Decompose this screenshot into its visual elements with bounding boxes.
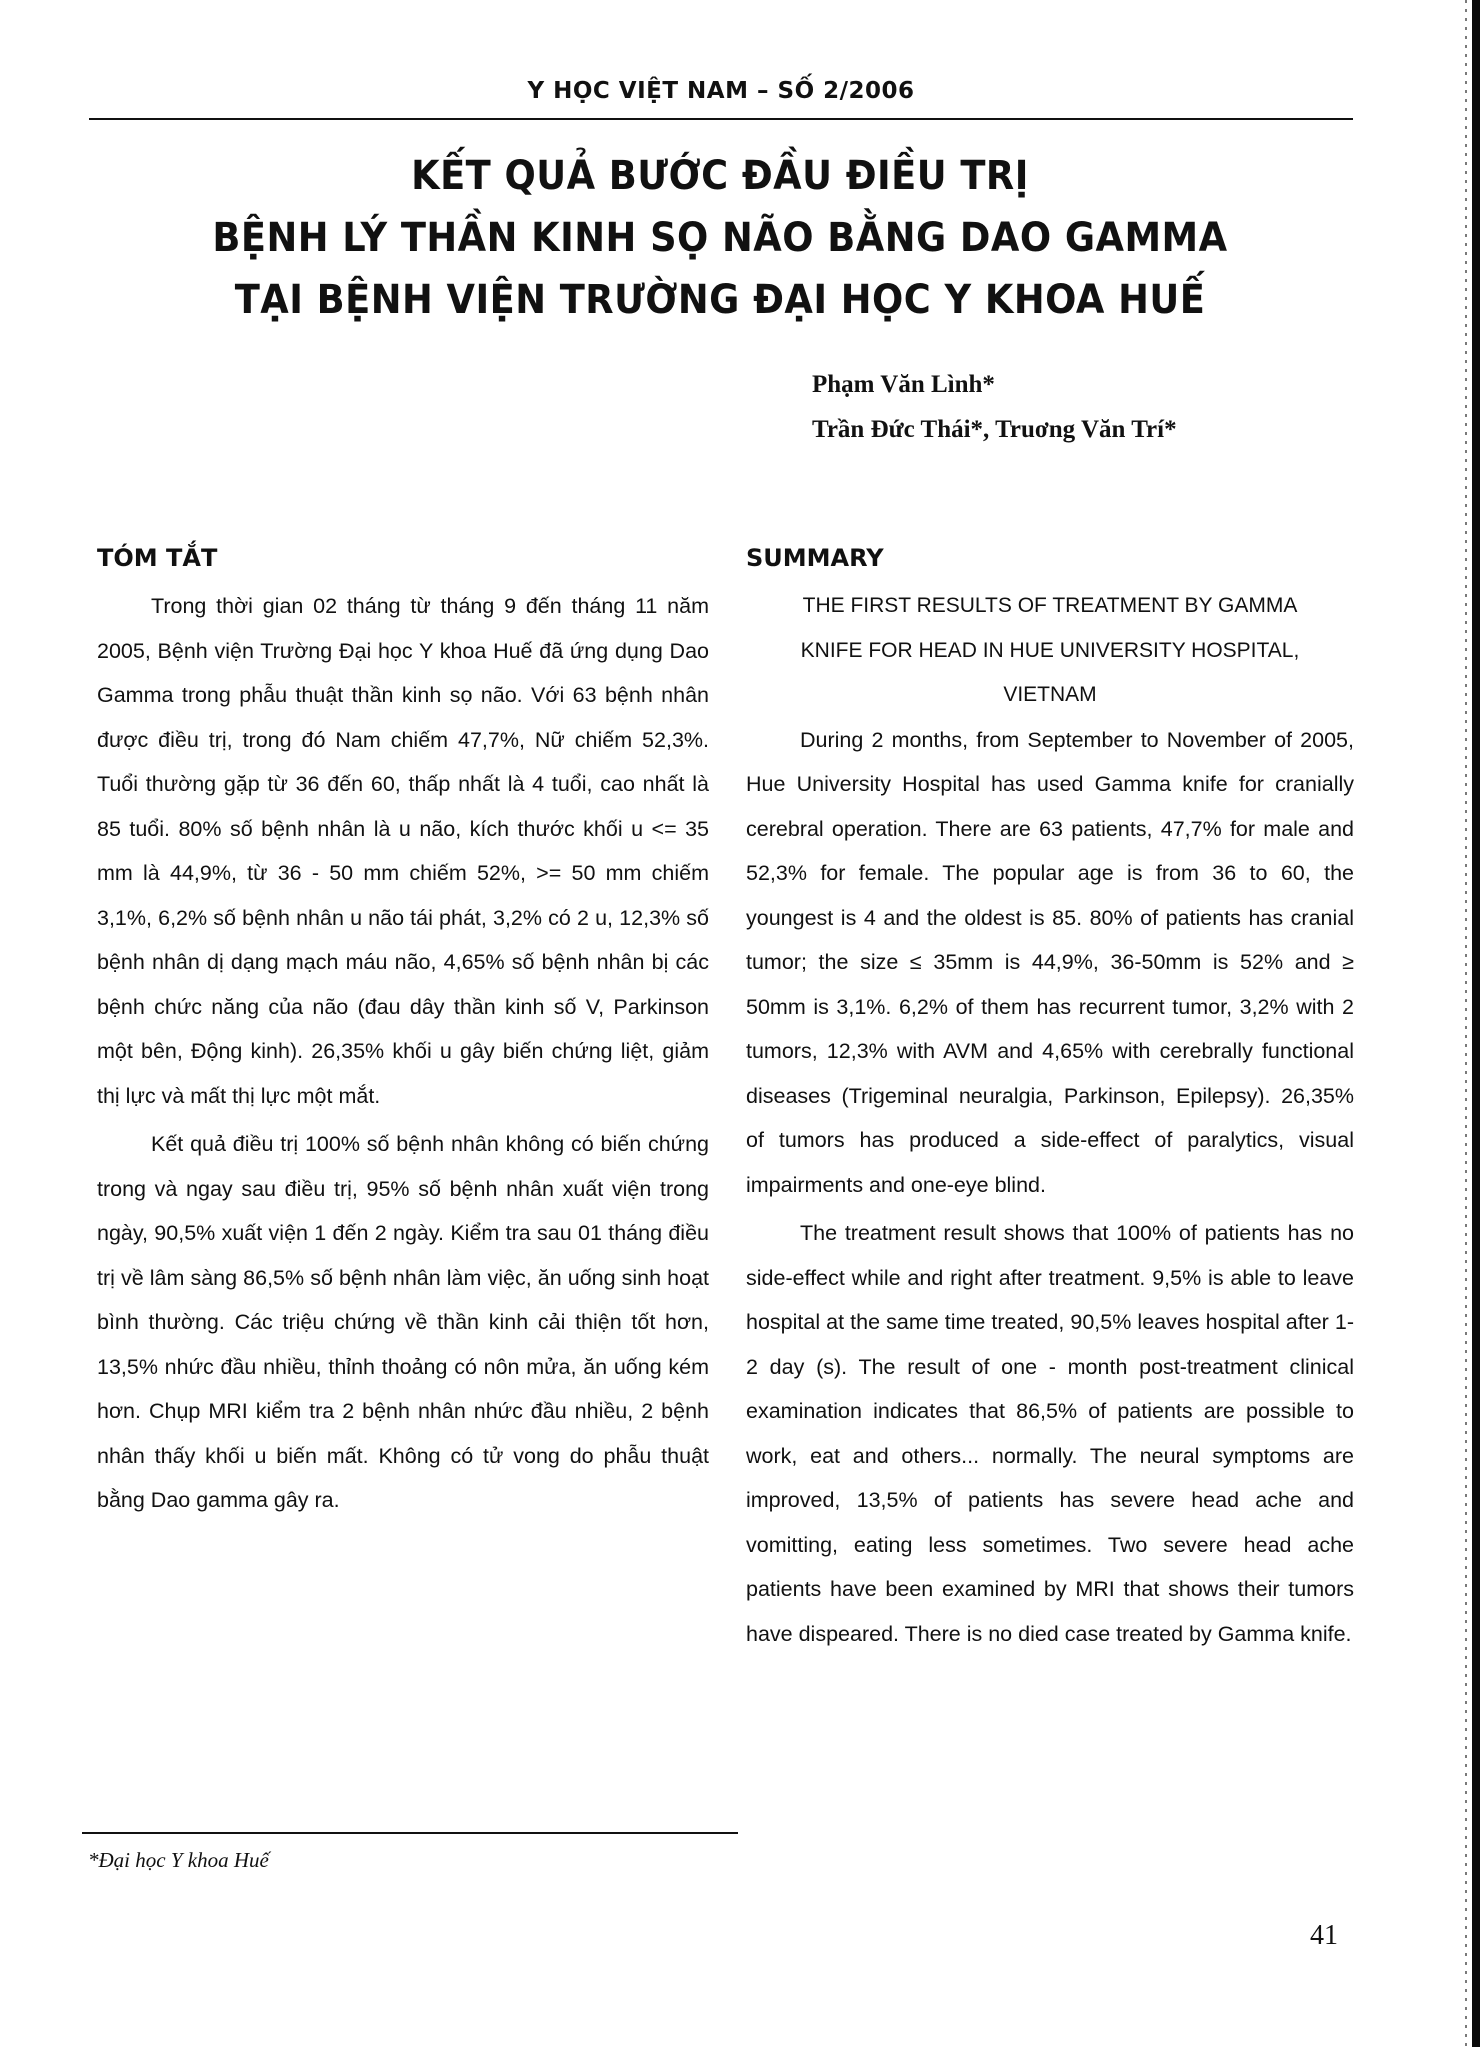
title-line: KẾT QUẢ BƯỚC ĐẦU ĐIỀU TRỊ — [411, 153, 1029, 199]
title-line: BỆNH LÝ THẦN KINH SỌ NÃO BẰNG DAO GAMMA — [212, 215, 1228, 261]
scan-edge-artifact — [1465, 0, 1467, 2047]
scan-edge-border — [1472, 0, 1480, 2047]
abstract-paragraph: Trong thời gian 02 tháng từ tháng 9 đến tháng 11 năm 2005, Bệnh viện Trường Đại học Y khoa Huế đã ứng dụng Dao Gamma trong phẫu thuật thần kinh sọ não. Với 63 bệnh nhân được điều trị, trong đó Nam chiếm 47,7%, Nữ chiếm 52,3%. Tuổi thường gặp từ 36 đến 60, thấp nhất là 4 tuổi, cao nhất là 85 tuổi. 80% số bệnh nhân là u não, kích thước khối u <= 35 mm là 44,9%, từ 36 - 50 mm chiếm 52%, >= 50 mm chiếm 3,1%, 6,2% số bệnh nhân u não tái phát, 3,2% có 2 u, 12,3% số bệnh nhân dị dạng mạch máu não, 4,65% số bệnh nhân bị các bệnh chức năng của não (đau dây thần kinh số V, Parkinson một bên, Động kinh). 26,35% khối u gây biến chứng liệt, giảm thị lực và mất thị lực một mắt. — [97, 594, 709, 1108]
article-title — [150, 145, 1290, 331]
section-heading-tom-tat: TÓM TẮT — [97, 544, 218, 572]
author-line: Trần Đức Thái*, Truơng Văn Trí* — [812, 416, 1177, 443]
section-heading-summary: SUMMARY — [746, 544, 884, 572]
summary-subtitle-line: VIETNAM — [1003, 683, 1097, 706]
vietnamese-abstract-column — [97, 540, 709, 1527]
summary-paragraph: During 2 months, from September to November of 2005, Hue University Hospital has used Gamma knife for cranially cerebral operation. There are 63 patients, 47,7% for male and 52,3% for female. The popular age is from 36 to 60, the youngest is 4 and the oldest is 85. 80% of patients has cranial tumor; the size ≤ 35mm is 44,9%, 36-50mm is 52% and ≥ 50mm is 3,1%. 6,2% of them has recurrent tumor, 3,2% with 2 tumors, 12,3% with AVM and 4,65% with cerebrally functional diseases (Trigeminal neuralgia, Parkinson, Epilepsy). 26,35% of tumors has produced a side-effect of paralytics, visual impairments and one-eye blind. — [746, 727, 1354, 1197]
abstract-paragraph: Kết quả điều trị 100% số bệnh nhân không có biến chứng trong và ngay sau điều trị, 95% số bệnh nhân xuất viện trong ngày, 90,5% xuất viện 1 đến 2 ngày. Kiểm tra sau 01 tháng điều trị về lâm sàng 86,5% số bệnh nhân làm việc, ăn uống sinh hoạt bình thường. Các triệu chứng về thần kinh cải thiện tốt hơn, 13,5% nhức đầu nhiều, thỉnh thoảng có nôn mửa, ăn uống kém hơn. Chụp MRI kiểm tra 2 bệnh nhân nhức đầu nhiều, 2 bệnh nhân thấy khối u biến mất. Không có tử vong do phẫu thuật bằng Dao gamma gây ra. — [97, 1132, 709, 1512]
summary-subtitle-line: THE FIRST RESULTS OF TREATMENT BY GAMMA — [802, 594, 1298, 617]
title-line: TẠI BỆNH VIỆN TRƯỜNG ĐẠI HỌC Y KHOA HUẾ — [234, 277, 1206, 323]
summary-paragraph: The treatment result shows that 100% of patients has no side-effect while and right after treatment. 9,5% is able to leave hospital at the same time treated, 90,5% leaves hospital after 1-2 day (s). The result of one - month post-treatment clinical examination indicates that 86,5% of patients are possible to work, eat and others... normally. The neural symptoms are improved, 13,5% of patients has severe head ache and vomitting, eating less sometimes. Two severe head ache patients have been examined by MRI that shows their tumors have dispeared. There is no died case treated by Gamma knife. — [746, 1221, 1354, 1646]
author-line: Phạm Văn Lình* — [812, 371, 995, 398]
header-rule — [89, 118, 1353, 120]
page-number: 41 — [1310, 1920, 1338, 1951]
journal-header: Y HỌC VIỆT NAM – SỐ 2/2006 — [527, 78, 915, 104]
english-summary-column — [746, 540, 1354, 1660]
author-list — [812, 362, 1177, 452]
affiliation-footnote: *Đại học Y khoa Huế — [88, 1848, 269, 1872]
summary-subtitle-line: KNIFE FOR HEAD IN HUE UNIVERSITY HOSPITAL, — [800, 638, 1300, 662]
footnote-rule — [82, 1832, 738, 1834]
